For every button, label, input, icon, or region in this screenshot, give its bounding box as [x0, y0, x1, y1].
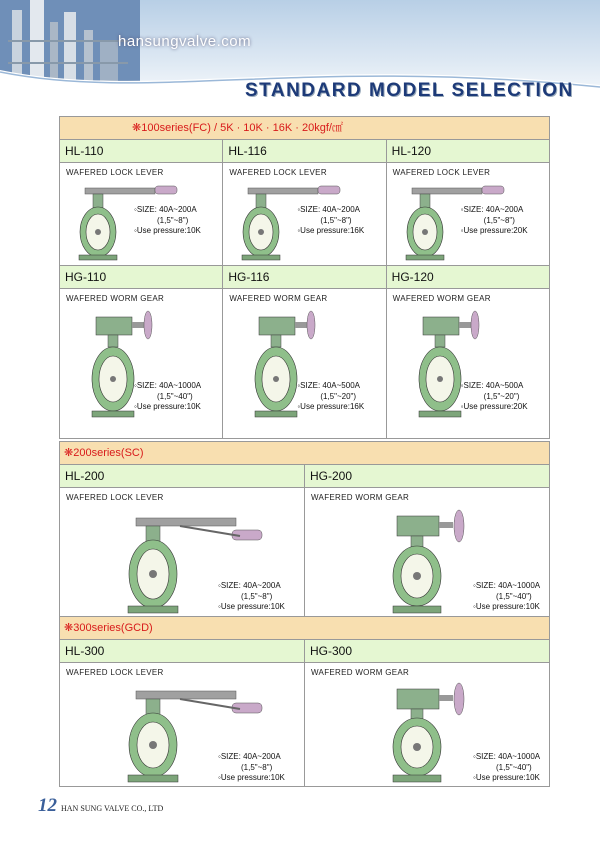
series-heading: ❋200series(SC): [60, 442, 549, 465]
valve-type: WAFERED LOCK LEVER: [229, 168, 327, 177]
model-card: [223, 266, 386, 438]
series-200-row: [60, 465, 549, 618]
pressure-spec: ◦Use pressure:10K: [218, 773, 285, 782]
valve-type: WAFERED WORM GEAR: [229, 294, 328, 303]
inch-spec: (1,5"~20"): [483, 391, 520, 401]
model-name: HL-200: [60, 465, 304, 488]
model-name: HL-120: [387, 140, 549, 163]
model-name: HG-110: [60, 266, 222, 289]
pressure-spec: ◦Use pressure:16K: [297, 226, 365, 235]
pressure-spec: ◦Use pressure:16K: [297, 402, 365, 411]
pressure-spec: ◦Use pressure:10K: [218, 602, 285, 611]
page-number: 12: [38, 795, 57, 816]
pressure-spec: ◦Use pressure:10K: [473, 773, 540, 782]
model-card: [60, 465, 305, 618]
worm-gear-valve-icon: [88, 309, 168, 431]
valve-type: WAFERED LOCK LEVER: [66, 168, 164, 177]
model-card: [387, 140, 549, 265]
size-spec: ◦SIZE: 40A~200A: [297, 205, 360, 214]
size-spec: ◦SIZE: 40A~200A: [218, 581, 281, 590]
valve-type: WAFERED WORM GEAR: [311, 668, 410, 677]
model-card: [60, 266, 223, 438]
size-spec: ◦SIZE: 40A~1000A: [473, 752, 541, 761]
model-name: HG-300: [305, 640, 549, 663]
model-card: [60, 640, 305, 787]
page-title: STANDARD MODEL SELECTION: [245, 80, 574, 101]
pressure-spec: ◦Use pressure:10K: [134, 226, 201, 235]
valve-type: WAFERED WORM GEAR: [392, 294, 491, 303]
model-card: [223, 140, 386, 265]
inch-spec: (1,5"~20"): [320, 391, 357, 401]
lock-lever-row: [60, 140, 549, 266]
valve-type: WAFERED LOCK LEVER: [392, 168, 491, 177]
worm-gear-valve-icon: [415, 309, 495, 431]
worm-gear-valve-icon: [385, 506, 480, 618]
company-name: HAN SUNG VALVE CO., LTD: [61, 804, 164, 813]
inch-spec: (1,5"~8"): [157, 215, 189, 225]
pressure-spec: ◦Use pressure:20K: [460, 226, 528, 235]
inch-spec: (1,5"~8"): [241, 762, 273, 772]
website-url: hansungvalve.com: [118, 33, 252, 50]
series-100-table: [59, 116, 550, 439]
worm-gear-valve-icon: [251, 309, 331, 431]
series-300-table: [59, 616, 550, 787]
valve-type: WAFERED WORM GEAR: [311, 493, 410, 502]
size-spec: ◦SIZE: 40A~1000A: [473, 581, 541, 590]
worm-gear-row: [60, 266, 549, 438]
page-footer: [38, 795, 163, 817]
pressure-spec: ◦Use pressure:10K: [473, 602, 540, 611]
model-name: HL-300: [60, 640, 304, 663]
series-200-table: [59, 441, 550, 617]
model-card: [305, 465, 549, 618]
model-card: [60, 140, 223, 265]
pressure-spec: ◦Use pressure:10K: [134, 402, 201, 411]
valve-type: WAFERED LOCK LEVER: [66, 493, 164, 502]
size-spec: ◦SIZE: 40A~500A: [297, 381, 360, 390]
valve-type: WAFERED WORM GEAR: [66, 294, 165, 303]
model-name: HG-200: [305, 465, 549, 488]
series-heading: ❋300series(GCD): [60, 617, 549, 640]
inch-spec: (1,5"~40"): [496, 762, 532, 772]
size-spec: ◦SIZE: 40A~200A: [460, 205, 524, 214]
inch-spec: (1,5"~8"): [241, 591, 273, 601]
model-name: HL-110: [60, 140, 222, 163]
series-heading: ❋100series(FC) / 5K · 10K · 16K · 20kgf/㎠: [60, 117, 549, 140]
size-spec: ◦SIZE: 40A~200A: [134, 205, 197, 214]
model-name: HG-120: [387, 266, 549, 289]
size-spec: ◦SIZE: 40A~500A: [460, 381, 524, 390]
inch-spec: (1,5"~40"): [496, 591, 532, 601]
model-card: [387, 266, 549, 438]
valve-type: WAFERED LOCK LEVER: [66, 668, 164, 677]
worm-gear-valve-icon: [385, 679, 480, 785]
model-name: HG-116: [223, 266, 385, 289]
size-spec: ◦SIZE: 40A~200A: [218, 752, 281, 761]
inch-spec: (1,5"~8"): [483, 215, 515, 225]
model-name: HL-116: [223, 140, 385, 163]
inch-spec: (1,5"~40"): [157, 391, 193, 401]
series-300-row: [60, 640, 549, 787]
size-spec: ◦SIZE: 40A~1000A: [134, 381, 202, 390]
model-card: [305, 640, 549, 787]
inch-spec: (1,5"~8"): [320, 215, 352, 225]
pressure-spec: ◦Use pressure:20K: [460, 402, 528, 411]
